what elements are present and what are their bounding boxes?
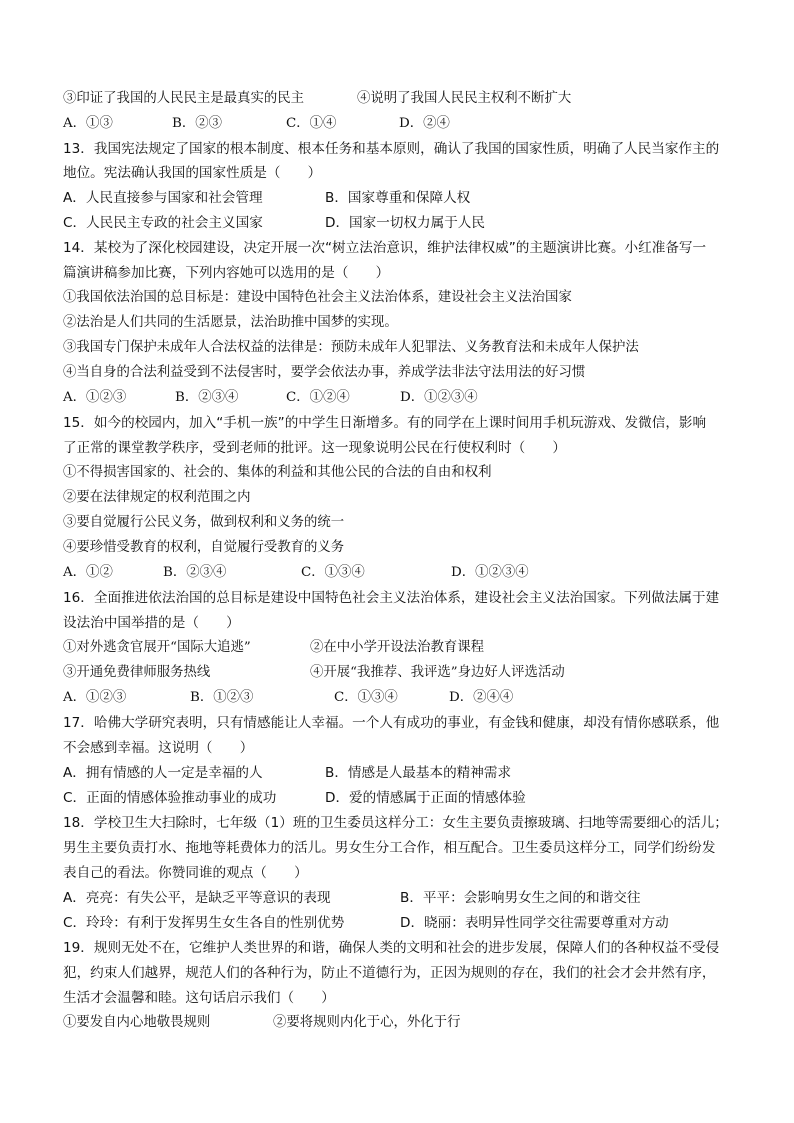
- question-13-stem: 13．我国宪法规定了国家的根本制度、根本任务和基本原则，确认了我国的国家性质，明确了人民当家作主的: [63, 141, 720, 157]
- statement-2: ②要在法律规定的权利范围之内: [63, 490, 251, 505]
- option-c: C．①④: [286, 116, 337, 131]
- statement-2: ②法治是人们共同的生活愿景，法治助推中国梦的实现。: [63, 315, 398, 330]
- option-a: A．①②③: [63, 390, 127, 405]
- option-d: D．②④④: [449, 690, 514, 705]
- statement-1: ①不得损害国家的、社会的、集体的利益和其他公民的合法的自由和权利: [63, 465, 492, 480]
- option-c: C．①②④: [286, 390, 350, 405]
- option-d: D．爱的情感属于正面的情感体验: [325, 790, 526, 806]
- question-18-stem-cont: 男生主要负责打水、拖地等耗费体力的活儿。男女生分工合作，相互配合。卫生委员这样分工，同学们纷纷发: [63, 840, 716, 856]
- option-b: B．②③④: [175, 390, 239, 405]
- option-b: B．①②③: [190, 690, 254, 705]
- statement-3: ③要自觉履行公民义务，做到权利和义务的统一: [63, 515, 345, 530]
- option-d: D．②④: [399, 116, 450, 131]
- question-14-stem: 14．某校为了深化校园建设，决定开展一次“树立法治意识，维护法律权威”的主题演讲比赛。小红准备写一: [63, 240, 707, 256]
- choice-4: ④说明了我国人民民主权利不断扩大: [357, 91, 572, 106]
- option-line: [63, 914, 669, 932]
- option-line: [63, 1014, 460, 1032]
- option-line: [63, 90, 571, 108]
- option-d: D．①②③④: [400, 390, 478, 405]
- option-line: [63, 189, 470, 207]
- option-b: B．②③④: [163, 565, 227, 580]
- choice-4: ④开展“我推荐、我评选”身边好人评选活动: [310, 665, 565, 680]
- answer-options: [63, 389, 478, 407]
- choice-1: ①要发自内心地敬畏规则: [63, 1015, 211, 1030]
- option-line: [63, 889, 640, 907]
- statement-4: ④要珍惜受教育的权利，自觉履行受教育的义务: [63, 540, 345, 555]
- question-19-stem-cont: 犯，约束人们越界，规范人们的各种行为，防止不道德行为，正因为规则的存在，我们的社会才会井然有序，: [63, 965, 716, 981]
- option-c: C．正面的情感体验推动事业的成功: [63, 790, 277, 806]
- answer-options: [63, 115, 450, 133]
- option-line: [63, 789, 526, 807]
- question-15-stem-cont: 了正常的课堂教学秩序，受到老师的批评。这一现象说明公民在行使权利时（ ）: [63, 440, 566, 456]
- choice-3: ③印证了我国的人民民主是最真实的民主: [63, 91, 305, 106]
- statement-1: ①我国依法治国的总目标是：建设中国特色社会主义法治体系，建设社会主义法治国家: [63, 290, 572, 305]
- choice-3: ③开通免费律师服务热线: [63, 665, 211, 680]
- answer-options: [63, 689, 513, 707]
- question-14-stem-cont: 篇演讲稿参加比赛，下列内容她可以选用的是（ ）: [63, 265, 390, 281]
- option-c: C．人民民主专政的社会主义国家: [63, 215, 263, 231]
- option-b: B．国家尊重和保障人权: [325, 190, 471, 206]
- question-13-stem-cont: 地位。宪法确认我国的国家性质是（ ）: [63, 165, 322, 181]
- question-17-stem: 17．哈佛大学研究表明，只有情感能让人幸福。一个人有成功的事业，有金钱和健康，却没有情你感联系，他: [63, 715, 720, 731]
- option-d: D．晓丽：表明异性同学交往需要尊重对方动: [400, 915, 669, 931]
- statement-4: ④当自身的合法利益受到不法侵害时，要学会依法办事，养成学法非法守法用法的好习惯: [63, 365, 586, 380]
- question-19-stem-cont: 生活才会温馨和睦。这句话启示我们（ ）: [63, 990, 335, 1006]
- question-15-stem: 15．如今的校园内，加入“手机一族”的中学生日渐增多。有的同学在上课时间用手机玩游戏、发微信，影响: [63, 415, 707, 431]
- question-18-stem: 18．学校卫生大扫除时，七年级（1）班的卫生委员这样分工：女生主要负责擦玻璃、扫地等需要细心的活儿；: [63, 815, 728, 831]
- question-17-stem-cont: 不会感到幸福。这说明（ ）: [63, 740, 254, 756]
- statement-3: ③我国专门保护未成年人合法权益的法律是：预防未成年人犯罪法、义务教育法和未成年人保护法: [63, 340, 639, 355]
- option-a: A．①②③: [63, 690, 127, 705]
- question-16-stem: 16．全面推进依法治国的总目标是建设中国特色社会主义法治体系，建设社会主义法治国家。下列做法属于建: [63, 590, 720, 606]
- option-c: C．①③④: [301, 565, 365, 580]
- choice-1: ①对外逃贪官展开“国际大追逃”: [63, 640, 251, 655]
- option-b: B．情感是人最基本的精神需求: [325, 765, 512, 781]
- question-16-stem-cont: 设法治中国举措的是（ ）: [63, 615, 240, 631]
- option-a: A．人民直接参与国家和社会管理: [63, 190, 263, 206]
- option-d: D．国家一切权力属于人民: [325, 215, 485, 231]
- option-line: [63, 214, 485, 232]
- question-19-stem: 19．规则无处不在，它维护人类世界的和谐，确保人类的文明和社会的进步发展，保障人们的各种权益不受侵: [63, 940, 720, 956]
- question-18-stem-cont: 表自己的看法。你赞同谁的观点（ ）: [63, 865, 308, 881]
- option-a: A．拥有情感的人一定是幸福的人: [63, 765, 263, 781]
- option-a: A．亮亮：有失公平，是缺乏平等意识的表现: [63, 890, 331, 906]
- answer-options: [63, 564, 529, 582]
- option-line: [63, 764, 511, 782]
- option-b: B．②③: [172, 116, 223, 131]
- option-a: A．①③: [63, 116, 113, 131]
- option-a: A．①②: [63, 565, 113, 580]
- option-line: [63, 639, 484, 657]
- choice-2: ②在中小学开设法治教育课程: [310, 640, 485, 655]
- choice-2: ②要将规则内化于心，外化于行: [273, 1015, 461, 1030]
- option-line: [63, 664, 565, 682]
- option-b: B．平平：会影响男女生之间的和谐交往: [400, 890, 641, 906]
- option-c: C．玲玲：有利于发挥男生女生各自的性别优势: [63, 915, 345, 931]
- option-c: C．①③④: [334, 690, 398, 705]
- option-d: D．①②③④: [451, 565, 529, 580]
